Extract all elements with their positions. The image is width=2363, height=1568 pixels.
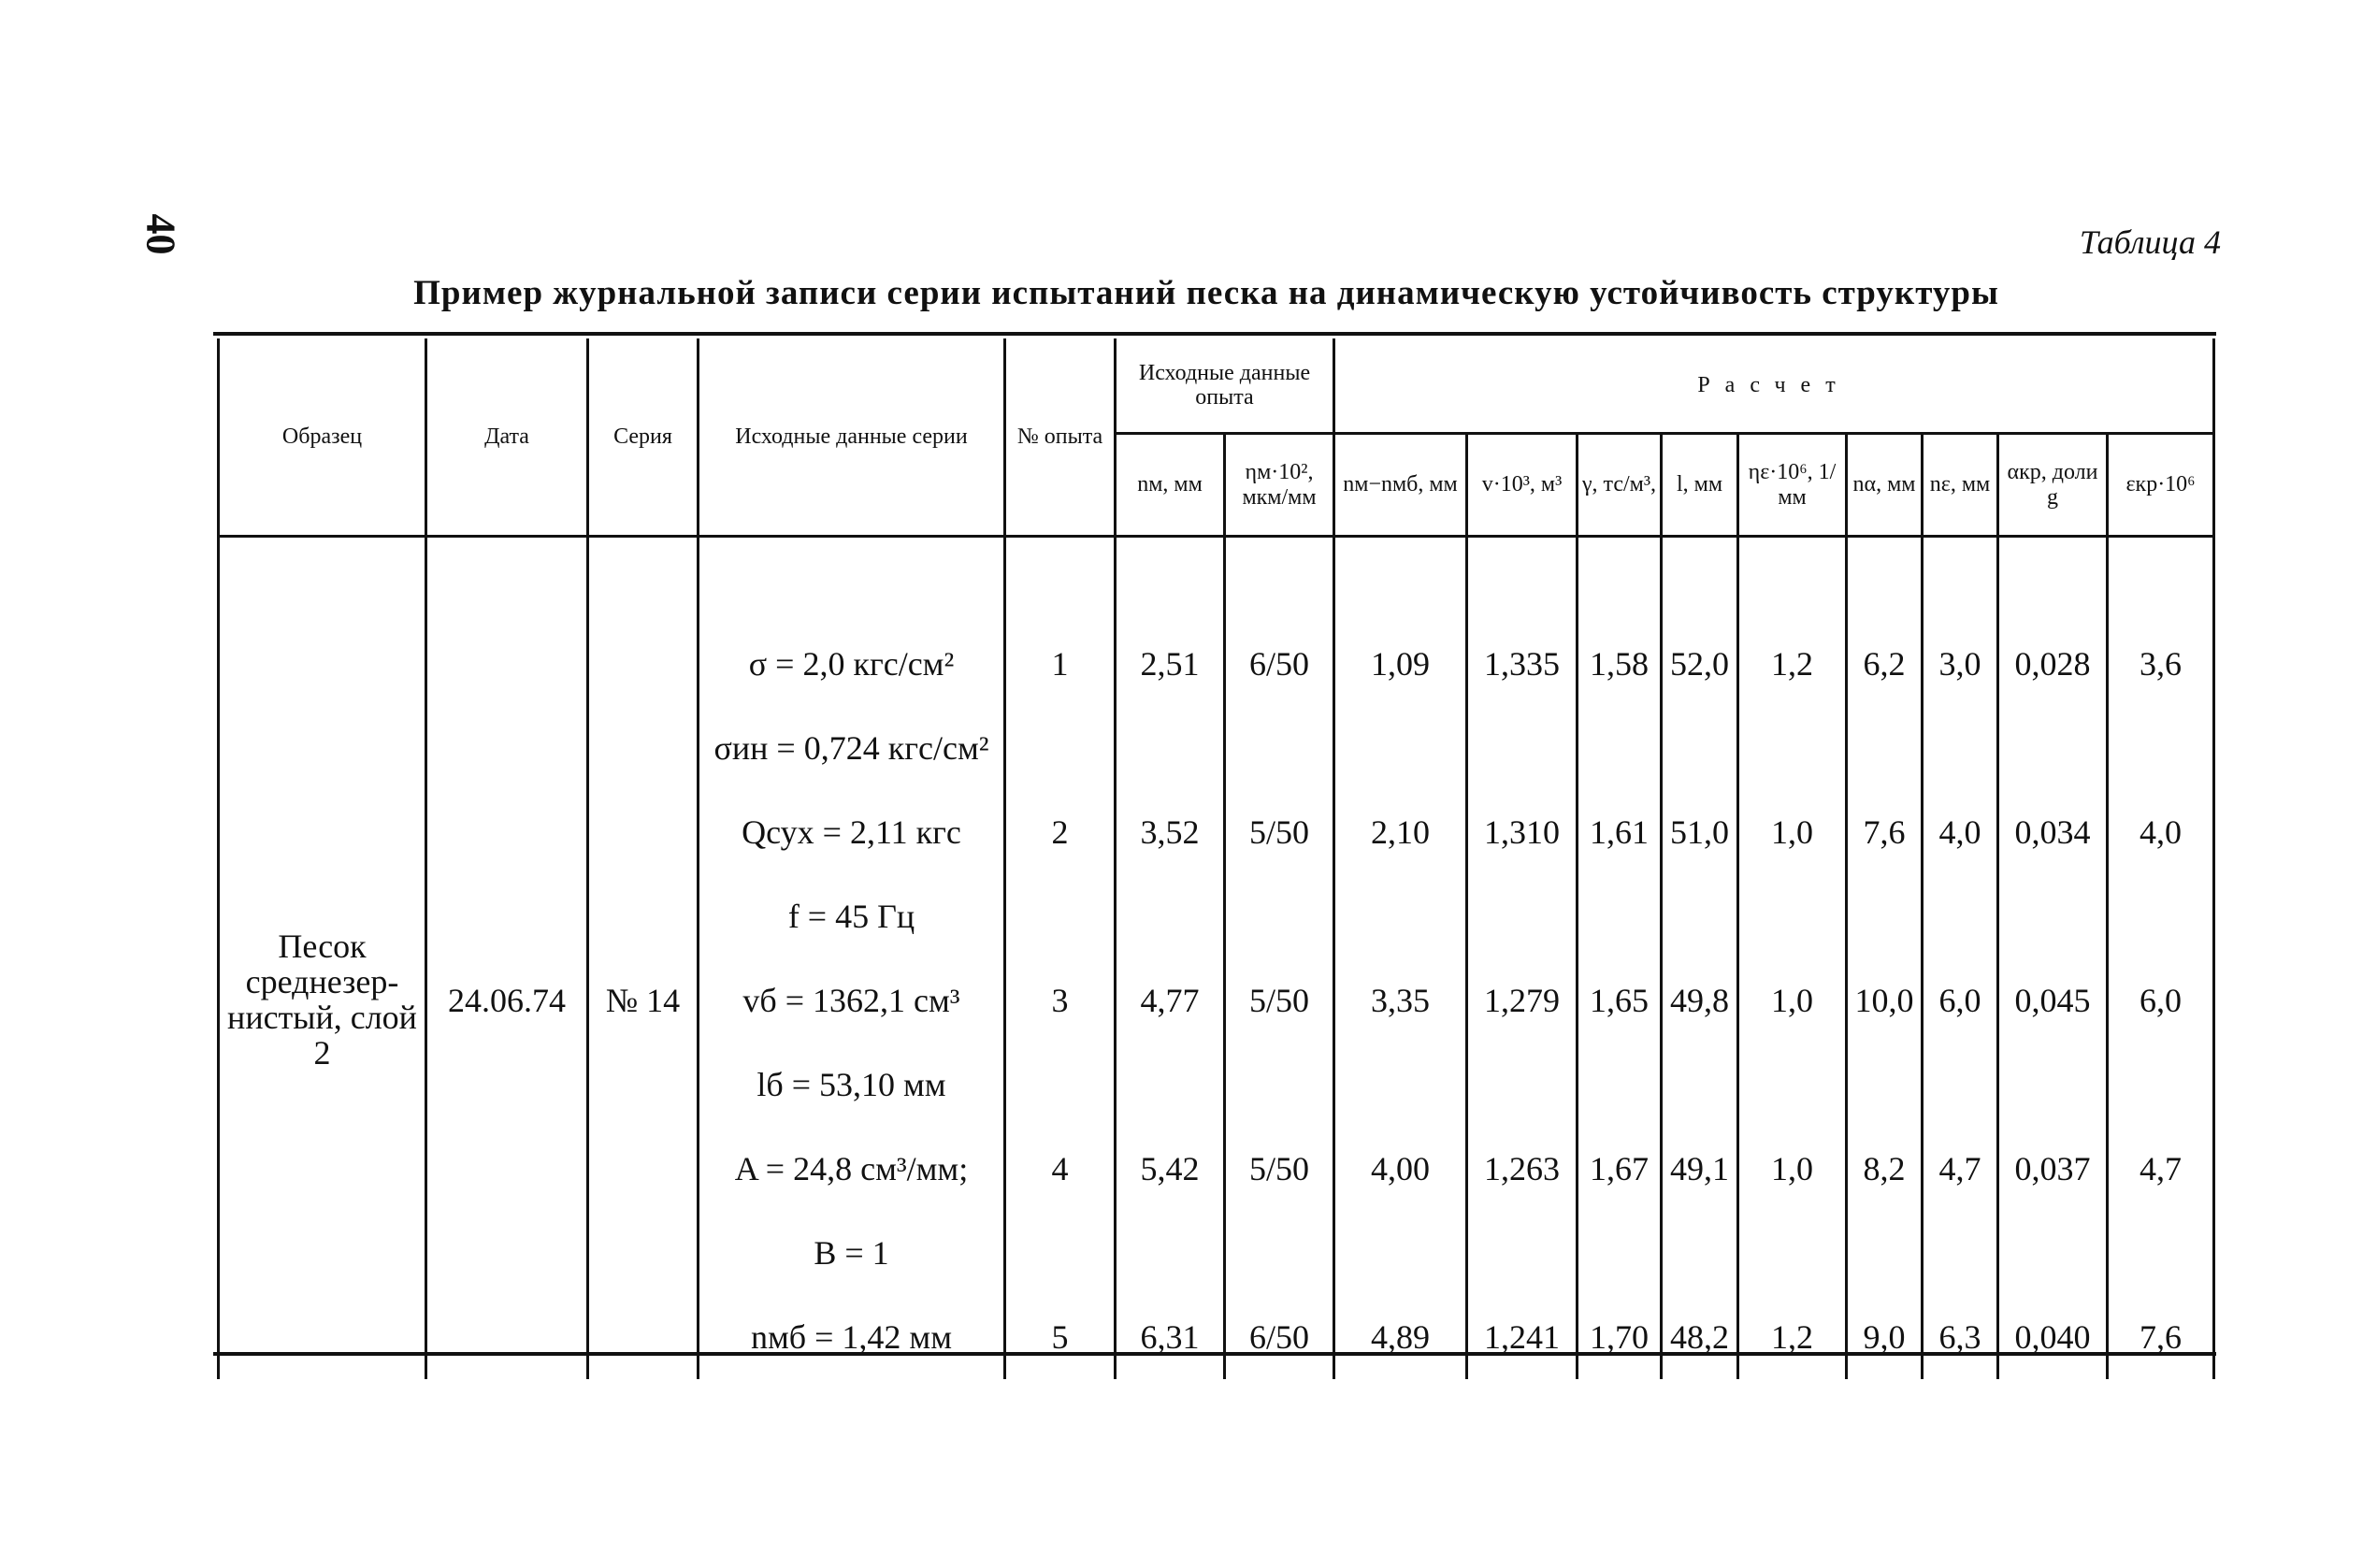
- alpha-kr-cell: 0,037: [1998, 1127, 2108, 1211]
- gamma-cell: 1,65: [1578, 958, 1662, 1043]
- test-no-cell: [1005, 874, 1116, 958]
- alpha-kr-cell: 0,040: [1998, 1295, 2108, 1379]
- alpha-kr-cell: [1998, 1211, 2108, 1295]
- n-diff-cell: 4,89: [1334, 1295, 1467, 1379]
- header-l: l, мм: [1662, 434, 1738, 537]
- test-no-cell: 4: [1005, 1127, 1116, 1211]
- eta-e-cell: 1,0: [1738, 790, 1847, 874]
- table-label: Таблица 4: [2079, 223, 2221, 261]
- alpha-kr-cell: [1998, 874, 2108, 958]
- v-cell: [1467, 1211, 1578, 1295]
- header-eta-e: ηε·10⁶, 1/мм: [1738, 434, 1847, 537]
- header-test-data-group: Исходные данные опыта: [1116, 338, 1334, 434]
- eta-m-cell: [1225, 706, 1334, 790]
- header-gamma: γ, тс/м³,: [1578, 434, 1662, 537]
- alpha-kr-cell: 0,034: [1998, 790, 2108, 874]
- v-cell: 1,241: [1467, 1295, 1578, 1379]
- n-eps-cell: [1923, 706, 1998, 790]
- eta-e-cell: 1,2: [1738, 622, 1847, 706]
- v-cell: 1,335: [1467, 622, 1578, 706]
- n-eps-cell: [1923, 1211, 1998, 1295]
- alpha-kr-cell: [1998, 706, 2108, 790]
- header-series-data: Исходные данные серии: [699, 338, 1005, 537]
- header-series: Серия: [588, 338, 699, 537]
- eps-kr-cell: [2108, 1211, 2214, 1295]
- l-cell: [1662, 874, 1738, 958]
- eps-kr-cell: 4,7: [2108, 1127, 2214, 1211]
- eta-m-cell: 6/50: [1225, 1295, 1334, 1379]
- n-m-cell: 3,52: [1116, 790, 1225, 874]
- n-eps-cell: 6,0: [1923, 958, 1998, 1043]
- n-diff-cell: [1334, 1043, 1467, 1127]
- v-cell: 1,279: [1467, 958, 1578, 1043]
- n-alpha-cell: 9,0: [1847, 1295, 1923, 1379]
- n-alpha-cell: 7,6: [1847, 790, 1923, 874]
- l-cell: [1662, 1211, 1738, 1295]
- n-alpha-cell: 6,2: [1847, 622, 1923, 706]
- sample-cell: Песок среднезер-нистый, слой 2: [219, 622, 426, 1379]
- l-cell: [1662, 1043, 1738, 1127]
- gamma-cell: [1578, 1211, 1662, 1295]
- n-m-cell: [1116, 1043, 1225, 1127]
- test-no-cell: [1005, 706, 1116, 790]
- series-param: σ = 2,0 кгс/см²: [699, 622, 1005, 706]
- l-cell: 49,1: [1662, 1127, 1738, 1211]
- n-alpha-cell: [1847, 706, 1923, 790]
- alpha-kr-cell: 0,028: [1998, 622, 2108, 706]
- header-eta-m: ηм·10², мкм/мм: [1225, 434, 1334, 537]
- n-diff-cell: 3,35: [1334, 958, 1467, 1043]
- v-cell: 1,263: [1467, 1127, 1578, 1211]
- eta-e-cell: [1738, 1043, 1847, 1127]
- alpha-kr-cell: [1998, 1043, 2108, 1127]
- n-diff-cell: [1334, 1211, 1467, 1295]
- table-row: [219, 622, 2214, 706]
- table-title: Пример журнальной записи серии испытаний песка на динамическую устойчивость структуры: [413, 274, 1999, 312]
- header-n-m: nм, мм: [1116, 434, 1225, 537]
- n-m-cell: 2,51: [1116, 622, 1225, 706]
- eta-m-cell: 5/50: [1225, 1127, 1334, 1211]
- eta-e-cell: [1738, 1211, 1847, 1295]
- alpha-kr-cell: 0,045: [1998, 958, 2108, 1043]
- n-m-cell: 4,77: [1116, 958, 1225, 1043]
- n-diff-cell: 2,10: [1334, 790, 1467, 874]
- header-alpha-kr: αкр, доли g: [1998, 434, 2108, 537]
- header-n-diff: nм−nмб, мм: [1334, 434, 1467, 537]
- n-alpha-cell: 10,0: [1847, 958, 1923, 1043]
- gamma-cell: [1578, 706, 1662, 790]
- eps-kr-cell: 4,0: [2108, 790, 2214, 874]
- eta-m-cell: [1225, 1043, 1334, 1127]
- n-m-cell: [1116, 706, 1225, 790]
- gamma-cell: [1578, 1043, 1662, 1127]
- n-diff-cell: [1334, 706, 1467, 790]
- n-diff-cell: 4,00: [1334, 1127, 1467, 1211]
- v-cell: [1467, 1043, 1578, 1127]
- header-eps-kr: εкр·10⁶: [2108, 434, 2214, 537]
- n-eps-cell: [1923, 874, 1998, 958]
- eps-kr-cell: [2108, 1043, 2214, 1127]
- eps-kr-cell: [2108, 874, 2214, 958]
- test-no-cell: [1005, 1211, 1116, 1295]
- eta-m-cell: 5/50: [1225, 958, 1334, 1043]
- n-eps-cell: 6,3: [1923, 1295, 1998, 1379]
- eta-e-cell: 1,2: [1738, 1295, 1847, 1379]
- eta-e-cell: [1738, 874, 1847, 958]
- series-param: f = 45 Гц: [699, 874, 1005, 958]
- v-cell: [1467, 706, 1578, 790]
- eps-kr-cell: 6,0: [2108, 958, 2214, 1043]
- test-no-cell: 2: [1005, 790, 1116, 874]
- table-bottom-rule: [213, 1352, 2216, 1356]
- n-alpha-cell: [1847, 1211, 1923, 1295]
- series-param: nмб = 1,42 мм: [699, 1295, 1005, 1379]
- v-cell: [1467, 874, 1578, 958]
- eta-e-cell: 1,0: [1738, 1127, 1847, 1211]
- n-diff-cell: 1,09: [1334, 622, 1467, 706]
- series-param: A = 24,8 см³/мм;: [699, 1127, 1005, 1211]
- table-top-rule: [213, 332, 2216, 336]
- n-alpha-cell: [1847, 1043, 1923, 1127]
- n-eps-cell: [1923, 1043, 1998, 1127]
- header-n-alpha: nα, мм: [1847, 434, 1923, 537]
- series-param: B = 1: [699, 1211, 1005, 1295]
- n-alpha-cell: [1847, 874, 1923, 958]
- l-cell: [1662, 706, 1738, 790]
- series-param: vб = 1362,1 см³: [699, 958, 1005, 1043]
- eta-m-cell: 6/50: [1225, 622, 1334, 706]
- series-param: Qсух = 2,11 кгс: [699, 790, 1005, 874]
- header-date: Дата: [426, 338, 588, 537]
- eps-kr-cell: 3,6: [2108, 622, 2214, 706]
- gamma-cell: 1,58: [1578, 622, 1662, 706]
- eta-m-cell: 5/50: [1225, 790, 1334, 874]
- l-cell: 52,0: [1662, 622, 1738, 706]
- journal-table: [217, 338, 2215, 1379]
- n-m-cell: [1116, 1211, 1225, 1295]
- l-cell: 51,0: [1662, 790, 1738, 874]
- n-m-cell: 6,31: [1116, 1295, 1225, 1379]
- test-no-cell: 3: [1005, 958, 1116, 1043]
- header-test-no: № опыта: [1005, 338, 1116, 537]
- header-n-eps: nε, мм: [1923, 434, 1998, 537]
- series-param: σин = 0,724 кгс/см²: [699, 706, 1005, 790]
- header-sample: Образец: [219, 338, 426, 537]
- eta-m-cell: [1225, 1211, 1334, 1295]
- l-cell: 48,2: [1662, 1295, 1738, 1379]
- v-cell: 1,310: [1467, 790, 1578, 874]
- series-cell: № 14: [588, 622, 699, 1379]
- header-calc-group: Расчет: [1334, 338, 2214, 434]
- n-alpha-cell: 8,2: [1847, 1127, 1923, 1211]
- gamma-cell: 1,70: [1578, 1295, 1662, 1379]
- gamma-cell: [1578, 874, 1662, 958]
- eta-m-cell: [1225, 874, 1334, 958]
- test-no-cell: [1005, 1043, 1116, 1127]
- n-eps-cell: 4,7: [1923, 1127, 1998, 1211]
- header-v: v·10³, м³: [1467, 434, 1578, 537]
- eta-e-cell: [1738, 706, 1847, 790]
- eta-e-cell: 1,0: [1738, 958, 1847, 1043]
- series-param: lб = 53,10 мм: [699, 1043, 1005, 1127]
- eps-kr-cell: [2108, 706, 2214, 790]
- n-eps-cell: 3,0: [1923, 622, 1998, 706]
- n-m-cell: [1116, 874, 1225, 958]
- n-m-cell: 5,42: [1116, 1127, 1225, 1211]
- gamma-cell: 1,67: [1578, 1127, 1662, 1211]
- n-eps-cell: 4,0: [1923, 790, 1998, 874]
- test-no-cell: 5: [1005, 1295, 1116, 1379]
- date-cell: 24.06.74: [426, 622, 588, 1379]
- eps-kr-cell: 7,6: [2108, 1295, 2214, 1379]
- gamma-cell: 1,61: [1578, 790, 1662, 874]
- l-cell: 49,8: [1662, 958, 1738, 1043]
- n-diff-cell: [1334, 874, 1467, 958]
- page-number: 40: [137, 213, 184, 255]
- test-no-cell: 1: [1005, 622, 1116, 706]
